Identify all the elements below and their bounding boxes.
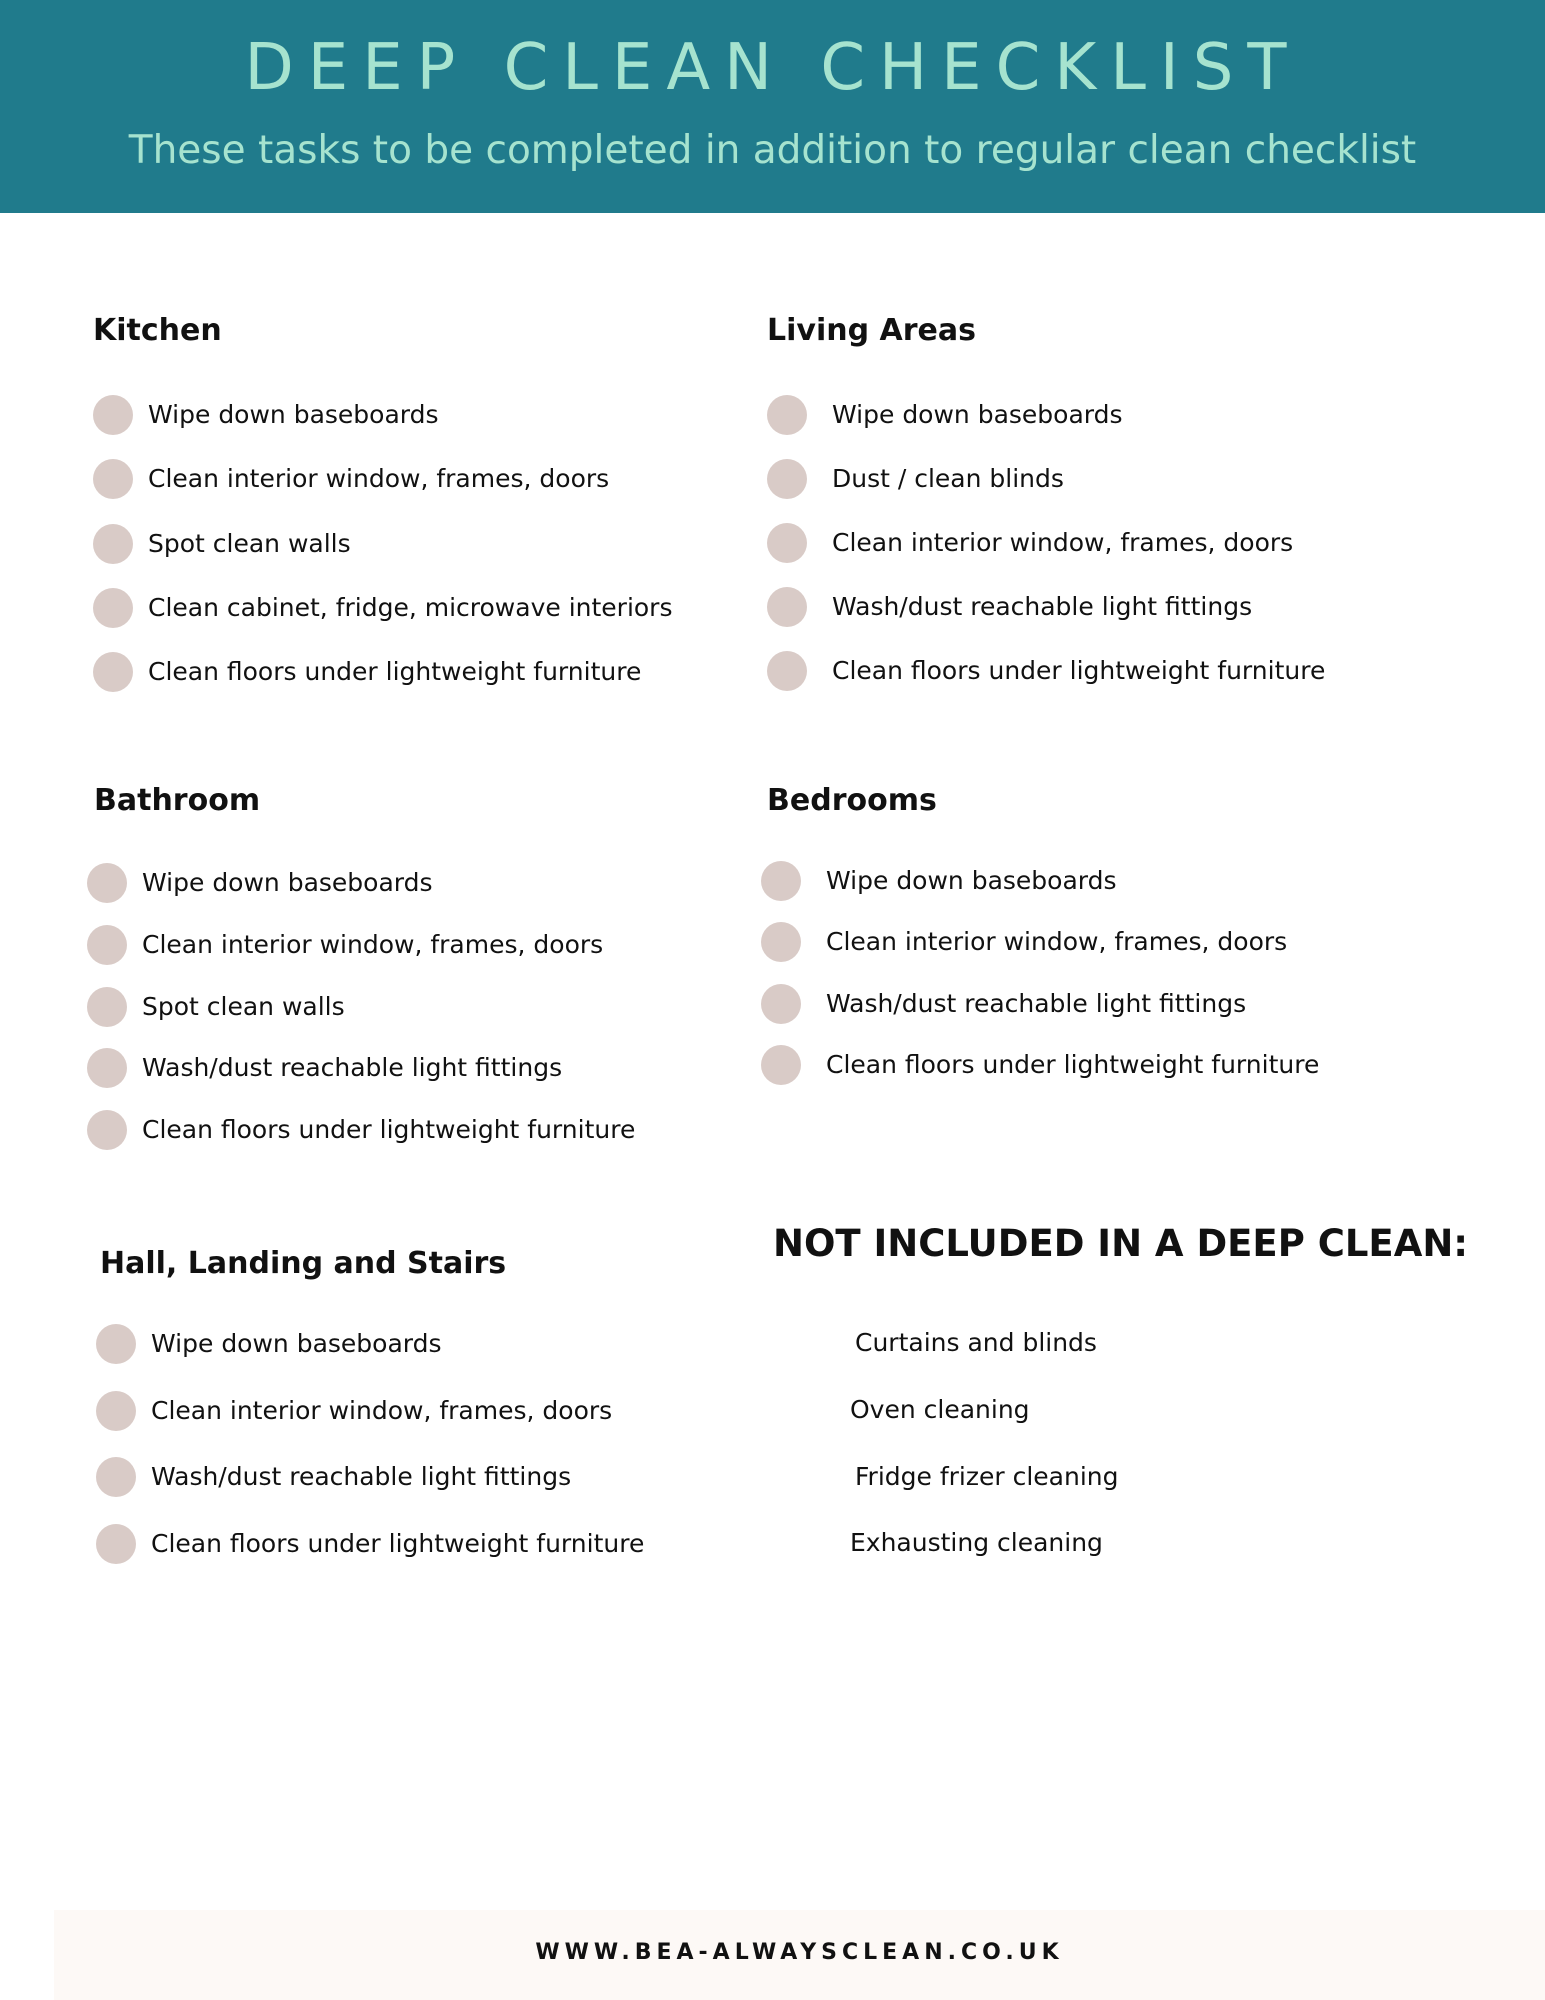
not-included-item: Oven cleaning xyxy=(850,1395,1030,1424)
checklist-item-label: Clean floors under lightweight furniture xyxy=(826,1050,1320,1079)
checklist-item[interactable] xyxy=(96,1455,716,1499)
checklist-item-label: Clean interior window, frames, doors xyxy=(826,927,1288,956)
page-subtitle: These tasks to be completed in addition to regular clean checklist xyxy=(128,128,1417,173)
checklist-item-label: Clean floors under lightweight furniture xyxy=(151,1529,645,1558)
checkbox-circle[interactable] xyxy=(767,523,807,563)
checkbox-circle[interactable] xyxy=(96,1457,136,1497)
website-link[interactable]: WWW.BEA-ALWAYSCLEAN.CO.UK xyxy=(535,1940,1064,1965)
checkbox-circle[interactable] xyxy=(96,1391,136,1431)
checklist-item-label: Wash/dust reachable light fittings xyxy=(151,1462,572,1491)
header-banner xyxy=(0,0,1545,213)
checkbox-circle[interactable] xyxy=(767,651,807,691)
checklist-item[interactable] xyxy=(87,985,707,1029)
checklist-item[interactable] xyxy=(767,393,1387,437)
section-title-living-areas: Living Areas xyxy=(767,313,976,348)
checklist-item[interactable] xyxy=(93,522,713,566)
checkbox-circle[interactable] xyxy=(761,922,801,962)
checklist-item[interactable] xyxy=(761,1043,1381,1087)
checkbox-circle[interactable] xyxy=(93,395,133,435)
checkbox-circle[interactable] xyxy=(93,524,133,564)
checklist-item-label: Clean cabinet, fridge, microwave interiors xyxy=(148,593,673,622)
checklist-item[interactable] xyxy=(767,585,1387,629)
section-title-kitchen: Kitchen xyxy=(93,313,222,348)
footer-bar xyxy=(54,1910,1545,2000)
checkbox-circle[interactable] xyxy=(767,459,807,499)
checklist-item-label: Wipe down baseboards xyxy=(826,866,1117,895)
checklist-item-label: Spot clean walls xyxy=(142,992,345,1021)
checklist-item[interactable] xyxy=(93,650,713,694)
checklist-item[interactable] xyxy=(93,586,713,630)
checkbox-circle[interactable] xyxy=(87,987,127,1027)
checklist-item[interactable] xyxy=(767,457,1387,501)
checklist-item-label: Dust / clean blinds xyxy=(832,464,1064,493)
checkbox-circle[interactable] xyxy=(93,459,133,499)
checklist-item[interactable] xyxy=(761,859,1381,903)
checklist-item[interactable] xyxy=(96,1522,716,1566)
checklist-item[interactable] xyxy=(87,1108,707,1152)
checkbox-circle[interactable] xyxy=(87,863,127,903)
checkbox-circle[interactable] xyxy=(761,1045,801,1085)
checklist-item[interactable] xyxy=(87,1046,707,1090)
checklist-item[interactable] xyxy=(96,1322,716,1366)
checklist-item[interactable] xyxy=(87,923,707,967)
checklist-item-label: Wipe down baseboards xyxy=(142,868,433,897)
checkbox-circle[interactable] xyxy=(87,1110,127,1150)
checklist-item[interactable] xyxy=(93,457,713,501)
checkbox-circle[interactable] xyxy=(761,984,801,1024)
checklist-item[interactable] xyxy=(87,861,707,905)
section-title-bedrooms: Bedrooms xyxy=(767,783,937,818)
checklist-item-label: Spot clean walls xyxy=(148,529,351,558)
checklist-item-label: Clean interior window, frames, doors xyxy=(148,464,610,493)
section-title-bathroom: Bathroom xyxy=(94,783,261,818)
checkbox-circle[interactable] xyxy=(96,1524,136,1564)
checkbox-circle[interactable] xyxy=(761,861,801,901)
checklist-item-label: Wash/dust reachable light fittings xyxy=(142,1053,563,1082)
checklist-item[interactable] xyxy=(761,920,1381,964)
checklist-item-label: Wash/dust reachable light fittings xyxy=(832,592,1253,621)
checklist-item-label: Clean floors under lightweight furniture xyxy=(148,657,642,686)
checkbox-circle[interactable] xyxy=(96,1324,136,1364)
checklist-item-label: Wipe down baseboards xyxy=(148,400,439,429)
checklist-item-label: Clean floors under lightweight furniture xyxy=(832,656,1326,685)
checklist-item[interactable] xyxy=(761,982,1381,1026)
checklist-item[interactable] xyxy=(767,521,1387,565)
checkbox-circle[interactable] xyxy=(93,588,133,628)
checklist-item-label: Wash/dust reachable light fittings xyxy=(826,989,1247,1018)
checklist-item[interactable] xyxy=(767,649,1387,693)
checkbox-circle[interactable] xyxy=(87,925,127,965)
not-included-item: Curtains and blinds xyxy=(855,1328,1097,1357)
not-included-item: Exhausting cleaning xyxy=(850,1528,1103,1557)
checkbox-circle[interactable] xyxy=(93,652,133,692)
not-included-heading: NOT INCLUDED IN A DEEP CLEAN: xyxy=(773,1222,1469,1265)
checklist-item-label: Clean interior window, frames, doors xyxy=(142,930,604,959)
section-title-hall-landing-stairs: Hall, Landing and Stairs xyxy=(100,1246,507,1281)
checklist-item[interactable] xyxy=(93,393,713,437)
checkbox-circle[interactable] xyxy=(767,395,807,435)
checklist-item-label: Clean interior window, frames, doors xyxy=(151,1396,613,1425)
checklist-item-label: Wipe down baseboards xyxy=(151,1329,442,1358)
checklist-item-label: Clean floors under lightweight furniture xyxy=(142,1115,636,1144)
not-included-item: Fridge frizer cleaning xyxy=(855,1462,1119,1491)
checkbox-circle[interactable] xyxy=(767,587,807,627)
checklist-item-label: Clean interior window, frames, doors xyxy=(832,528,1294,557)
checklist-item[interactable] xyxy=(96,1389,716,1433)
checklist-item-label: Wipe down baseboards xyxy=(832,400,1123,429)
page-title: DEEP CLEAN CHECKLIST xyxy=(244,31,1301,105)
checkbox-circle[interactable] xyxy=(87,1048,127,1088)
